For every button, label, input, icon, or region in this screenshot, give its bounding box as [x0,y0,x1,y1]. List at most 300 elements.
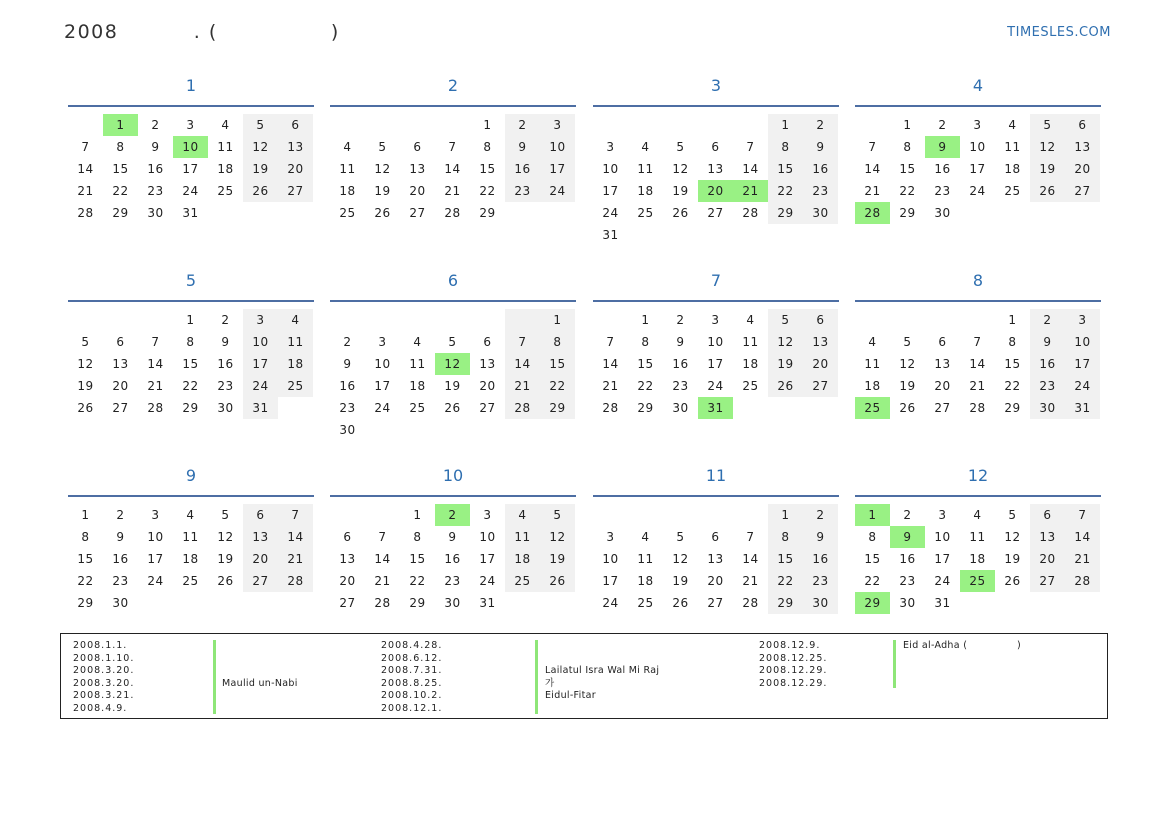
day-cell: 22 [637,379,654,393]
weekday-spacer [593,497,839,504]
day-cell: 28 [742,206,759,220]
day-cell: 1 [768,114,803,136]
legend-divider [535,640,538,714]
day-cell: 9 [676,335,685,349]
day-cell: 15 [899,162,916,176]
day-cell: 26 [1004,574,1021,588]
day-cell: 12 [672,162,689,176]
day-cell: 18 [637,184,654,198]
day-cell: 7 [151,335,160,349]
day-grid [855,114,1101,224]
day-cell: 16 [505,158,540,180]
legend-holiday-name [222,640,298,653]
day-cell: 15 [479,162,496,176]
day-cell: 7 [868,140,877,154]
day-cell: 21 [1065,548,1100,570]
day-cell: 28 [374,596,391,610]
day-cell: 7 [746,140,755,154]
day-cell: 7 [746,530,755,544]
day-cell: 14 [742,552,759,566]
day-cell: 9 [116,530,125,544]
day-cell: 12 [540,526,575,548]
day-grid [593,504,839,614]
day-cell: 15 [77,552,94,566]
day-cell: 21 [969,379,986,393]
day-cell: 4 [343,140,352,154]
day-cell: 1 [855,504,890,526]
day-cell: 28 [77,206,94,220]
day-cell: 23 [803,570,838,592]
day-cell: 11 [1004,140,1021,154]
day-cell: 12 [435,353,470,375]
day-cell: 6 [711,140,720,154]
day-cell: 27 [479,401,496,415]
empty-day-cell [995,202,1030,224]
day-cell: 10 [707,335,724,349]
day-cell: 2 [938,118,947,132]
day-cell: 22 [864,574,881,588]
day-cell: 17 [602,574,619,588]
month-title: 8 [972,271,984,290]
day-cell: 29 [768,592,803,614]
month-10 [330,460,576,614]
empty-day-cell [593,504,628,526]
month-title: 1 [185,76,197,95]
day-cell: 14 [602,357,619,371]
day-cell: 5 [768,309,803,331]
day-cell: 16 [339,379,356,393]
day-cell: 16 [934,162,951,176]
day-cell: 5 [81,335,90,349]
day-cell: 29 [637,401,654,415]
day-cell: 17 [934,552,951,566]
day-cell: 12 [768,331,803,353]
day-cell: 10 [540,136,575,158]
legend-holiday-name [222,665,298,678]
empty-day-cell [243,202,278,224]
day-cell: 2 [221,313,230,327]
day-cell: 3 [606,140,615,154]
day-cell: 31 [602,228,619,242]
day-cell: 10 [602,162,619,176]
day-cell: 30 [803,202,838,224]
day-cell: 5 [243,114,278,136]
empty-day-cell [505,592,540,614]
day-cell: 23 [899,574,916,588]
month-title: 3 [710,76,722,95]
weekday-spacer [593,302,839,309]
legend-holiday-name [545,653,659,666]
day-cell: 19 [899,379,916,393]
legend-date: 2008.3.20. [73,665,135,677]
day-cell: 28 [444,206,461,220]
day-cell: 3 [711,313,720,327]
day-cell: 3 [973,118,982,132]
day-cell: 13 [409,162,426,176]
empty-day-cell [733,397,768,419]
empty-day-cell [505,202,540,224]
day-cell: 23 [803,180,838,202]
day-cell: 24 [602,596,619,610]
day-grid [593,114,839,246]
day-cell: 7 [973,335,982,349]
day-cell: 26 [444,401,461,415]
month-title: 10 [442,466,464,485]
month-title: 11 [705,466,727,485]
empty-day-cell [803,397,838,419]
empty-day-cell [138,309,173,331]
day-cell: 3 [938,508,947,522]
day-cell: 10 [243,331,278,353]
month-5 [68,265,314,419]
day-cell: 25 [637,206,654,220]
day-cell: 3 [243,309,278,331]
day-cell: 5 [676,140,685,154]
site-link[interactable]: TIMESLES.COM [1007,25,1111,40]
day-cell: 27 [112,401,129,415]
day-cell: 3 [540,114,575,136]
day-cell: 23 [147,184,164,198]
weekday-spacer [855,497,1101,504]
day-cell: 15 [112,162,129,176]
empty-day-cell [768,224,803,246]
day-cell: 17 [969,162,986,176]
day-cell: 23 [672,379,689,393]
day-cell: 8 [186,335,195,349]
day-cell: 1 [540,309,575,331]
day-cell: 15 [768,548,803,570]
day-cell: 28 [1065,570,1100,592]
day-cell: 10 [173,136,208,158]
day-cell: 22 [409,574,426,588]
legend-holiday-name [545,703,659,716]
day-cell: 26 [768,375,803,397]
empty-day-cell [698,224,733,246]
day-cell: 1 [641,313,650,327]
day-cell: 6 [116,335,125,349]
day-cell: 24 [479,574,496,588]
day-cell: 21 [278,548,313,570]
day-cell: 19 [1030,158,1065,180]
day-cell: 24 [707,379,724,393]
empty-day-cell [68,114,103,136]
day-cell: 25 [505,570,540,592]
empty-day-cell [1030,202,1065,224]
day-cell: 18 [742,357,759,371]
empty-day-cell [470,309,505,331]
day-cell: 8 [1008,335,1017,349]
empty-day-cell [365,114,400,136]
day-cell: 22 [899,184,916,198]
day-cell: 3 [1065,309,1100,331]
day-cell: 23 [217,379,234,393]
day-cell: 20 [1030,548,1065,570]
empty-day-cell [400,309,435,331]
month-title: 12 [967,466,989,485]
day-cell: 11 [637,552,654,566]
legend-date: 2008.12.9. [759,640,821,651]
day-cell: 8 [641,335,650,349]
empty-day-cell [173,592,208,614]
month-4 [855,70,1101,224]
legend-holiday-name [903,653,1021,666]
day-cell: 28 [278,570,313,592]
legend-holiday-name [222,703,298,716]
empty-day-cell [733,224,768,246]
day-cell: 10 [934,530,951,544]
day-cell: 14 [1065,526,1100,548]
day-cell: 21 [444,184,461,198]
day-cell: 24 [147,574,164,588]
day-cell: 18 [1004,162,1021,176]
day-cell: 1 [768,504,803,526]
day-cell: 13 [243,526,278,548]
day-cell: 27 [409,206,426,220]
day-cell: 9 [343,357,352,371]
day-cell: 28 [969,401,986,415]
empty-day-cell [855,309,890,331]
day-cell: 23 [339,401,356,415]
weekday-spacer [330,302,576,309]
day-cell: 29 [112,206,129,220]
day-cell: 19 [77,379,94,393]
day-cell: 6 [711,530,720,544]
day-cell: 11 [217,140,234,154]
day-cell: 25 [742,379,759,393]
empty-day-cell [505,309,540,331]
day-cell: 6 [1030,504,1065,526]
day-cell: 11 [864,357,881,371]
day-cell: 30 [112,596,129,610]
day-cell: 31 [1065,397,1100,419]
legend-date: 2008.3.20. [73,677,135,689]
empty-day-cell [208,592,243,614]
day-cell: 13 [479,357,496,371]
legend-date: 2008.10.2. [381,690,443,702]
day-grid [593,309,839,419]
day-cell: 15 [1004,357,1021,371]
month-8 [855,265,1101,419]
legend-date: 2008.12.29. [759,665,828,677]
day-cell: 12 [672,552,689,566]
day-cell: 18 [969,552,986,566]
empty-day-cell [400,114,435,136]
empty-day-cell [540,592,575,614]
day-cell: 9 [925,136,960,158]
day-cell: 21 [147,379,164,393]
weekday-spacer [855,302,1101,309]
day-cell: 21 [77,184,94,198]
day-cell: 4 [973,508,982,522]
empty-day-cell [435,309,470,331]
empty-day-cell [593,309,628,331]
day-cell: 21 [864,184,881,198]
empty-day-cell [540,202,575,224]
day-cell: 21 [505,375,540,397]
empty-day-cell [663,504,698,526]
day-cell: 12 [243,136,278,158]
day-cell: 2 [435,504,470,526]
day-cell: 15 [864,552,881,566]
day-cell: 11 [969,530,986,544]
day-cell: 24 [374,401,391,415]
legend-holiday-name: 가 [545,677,555,689]
day-cell: 4 [868,335,877,349]
day-cell: 8 [483,140,492,154]
empty-day-cell [995,592,1030,614]
day-grid [330,309,576,441]
empty-day-cell [698,504,733,526]
day-cell: 25 [217,184,234,198]
day-cell: 2 [116,508,125,522]
day-cell: 20 [479,379,496,393]
day-cell: 1 [186,313,195,327]
day-cell: 17 [540,158,575,180]
day-cell: 20 [698,180,733,202]
day-cell: 19 [672,184,689,198]
day-cell: 31 [934,596,951,610]
day-cell: 3 [186,118,195,132]
day-cell: 14 [77,162,94,176]
month-6 [330,265,576,441]
day-cell: 9 [1030,331,1065,353]
day-cell: 27 [278,180,313,202]
day-cell: 29 [479,206,496,220]
day-cell: 19 [540,548,575,570]
day-cell: 26 [1030,180,1065,202]
empty-day-cell [365,504,400,526]
day-cell: 2 [1030,309,1065,331]
day-grid [330,114,576,224]
empty-day-cell [435,419,470,441]
empty-day-cell [330,309,365,331]
day-cell: 10 [969,140,986,154]
day-cell: 26 [672,206,689,220]
day-cell: 7 [606,335,615,349]
day-cell: 17 [479,552,496,566]
day-cell: 30 [147,206,164,220]
day-cell: 20 [243,548,278,570]
day-cell: 3 [606,530,615,544]
day-cell: 22 [479,184,496,198]
legend-date: 2008.3.21. [73,690,135,702]
day-cell: 22 [112,184,129,198]
month-title: 4 [972,76,984,95]
day-cell: 19 [374,184,391,198]
day-cell: 11 [742,335,759,349]
day-cell: 2 [343,335,352,349]
day-cell: 4 [221,118,230,132]
day-cell: 18 [864,379,881,393]
day-cell: 25 [182,574,199,588]
day-cell: 14 [969,357,986,371]
day-cell: 2 [151,118,160,132]
day-cell: 6 [413,140,422,154]
weekday-spacer [68,497,314,504]
day-cell: 23 [1030,375,1065,397]
day-cell: 23 [112,574,129,588]
day-cell: 6 [803,309,838,331]
day-cell: 5 [378,140,387,154]
month-11 [593,460,839,614]
day-cell: 14 [278,526,313,548]
day-cell: 9 [803,136,838,158]
legend-date: 2008.7.31. [381,665,443,677]
day-cell: 18 [278,353,313,375]
legend-divider [213,640,216,714]
day-cell: 27 [707,596,724,610]
day-cell: 2 [676,313,685,327]
legend-date: 2008.12.1. [381,702,443,714]
day-cell: 16 [803,158,838,180]
day-cell: 19 [217,552,234,566]
legend-holiday-name [903,665,1021,678]
day-cell: 6 [483,335,492,349]
day-cell: 1 [483,118,492,132]
day-cell: 27 [339,596,356,610]
weekday-spacer [330,497,576,504]
day-cell: 21 [733,180,768,202]
day-cell: 30 [444,596,461,610]
day-cell: 30 [899,596,916,610]
day-cell: 4 [746,313,755,327]
day-cell: 13 [278,136,313,158]
day-cell: 15 [637,357,654,371]
empty-day-cell [925,309,960,331]
day-cell: 27 [803,375,838,397]
day-cell: 5 [448,335,457,349]
day-grid [855,309,1101,419]
day-cell: 12 [374,162,391,176]
day-cell: 23 [444,574,461,588]
day-cell: 9 [505,136,540,158]
day-grid [68,309,314,419]
legend-date: 2008.4.28. [381,640,443,651]
day-cell: 22 [540,375,575,397]
day-cell: 18 [637,574,654,588]
day-cell: 8 [81,530,90,544]
month-title: 7 [710,271,722,290]
day-cell: 28 [505,397,540,419]
day-cell: 29 [77,596,94,610]
legend-holiday-name [222,690,298,703]
day-cell: 4 [413,335,422,349]
day-cell: 25 [855,397,890,419]
day-cell: 20 [112,379,129,393]
legend-date: 2008.12.29. [759,677,828,689]
day-cell: 24 [1065,375,1100,397]
day-cell: 16 [112,552,129,566]
day-cell: 29 [855,592,890,614]
day-cell: 30 [672,401,689,415]
legend-holiday-name [222,653,298,666]
legend-names-col-1 [222,640,298,716]
day-cell: 28 [742,596,759,610]
legend-holiday-name: Maulid un-Nabi [222,677,298,689]
day-cell: 11 [182,530,199,544]
day-cell: 12 [77,357,94,371]
day-cell: 16 [1030,353,1065,375]
day-cell: 27 [707,206,724,220]
month-3 [593,70,839,246]
day-cell: 19 [444,379,461,393]
day-cell: 6 [1065,114,1100,136]
day-cell: 12 [899,357,916,371]
day-cell: 11 [505,526,540,548]
day-cell: 10 [479,530,496,544]
weekday-spacer [68,302,314,309]
day-cell: 20 [1065,158,1100,180]
